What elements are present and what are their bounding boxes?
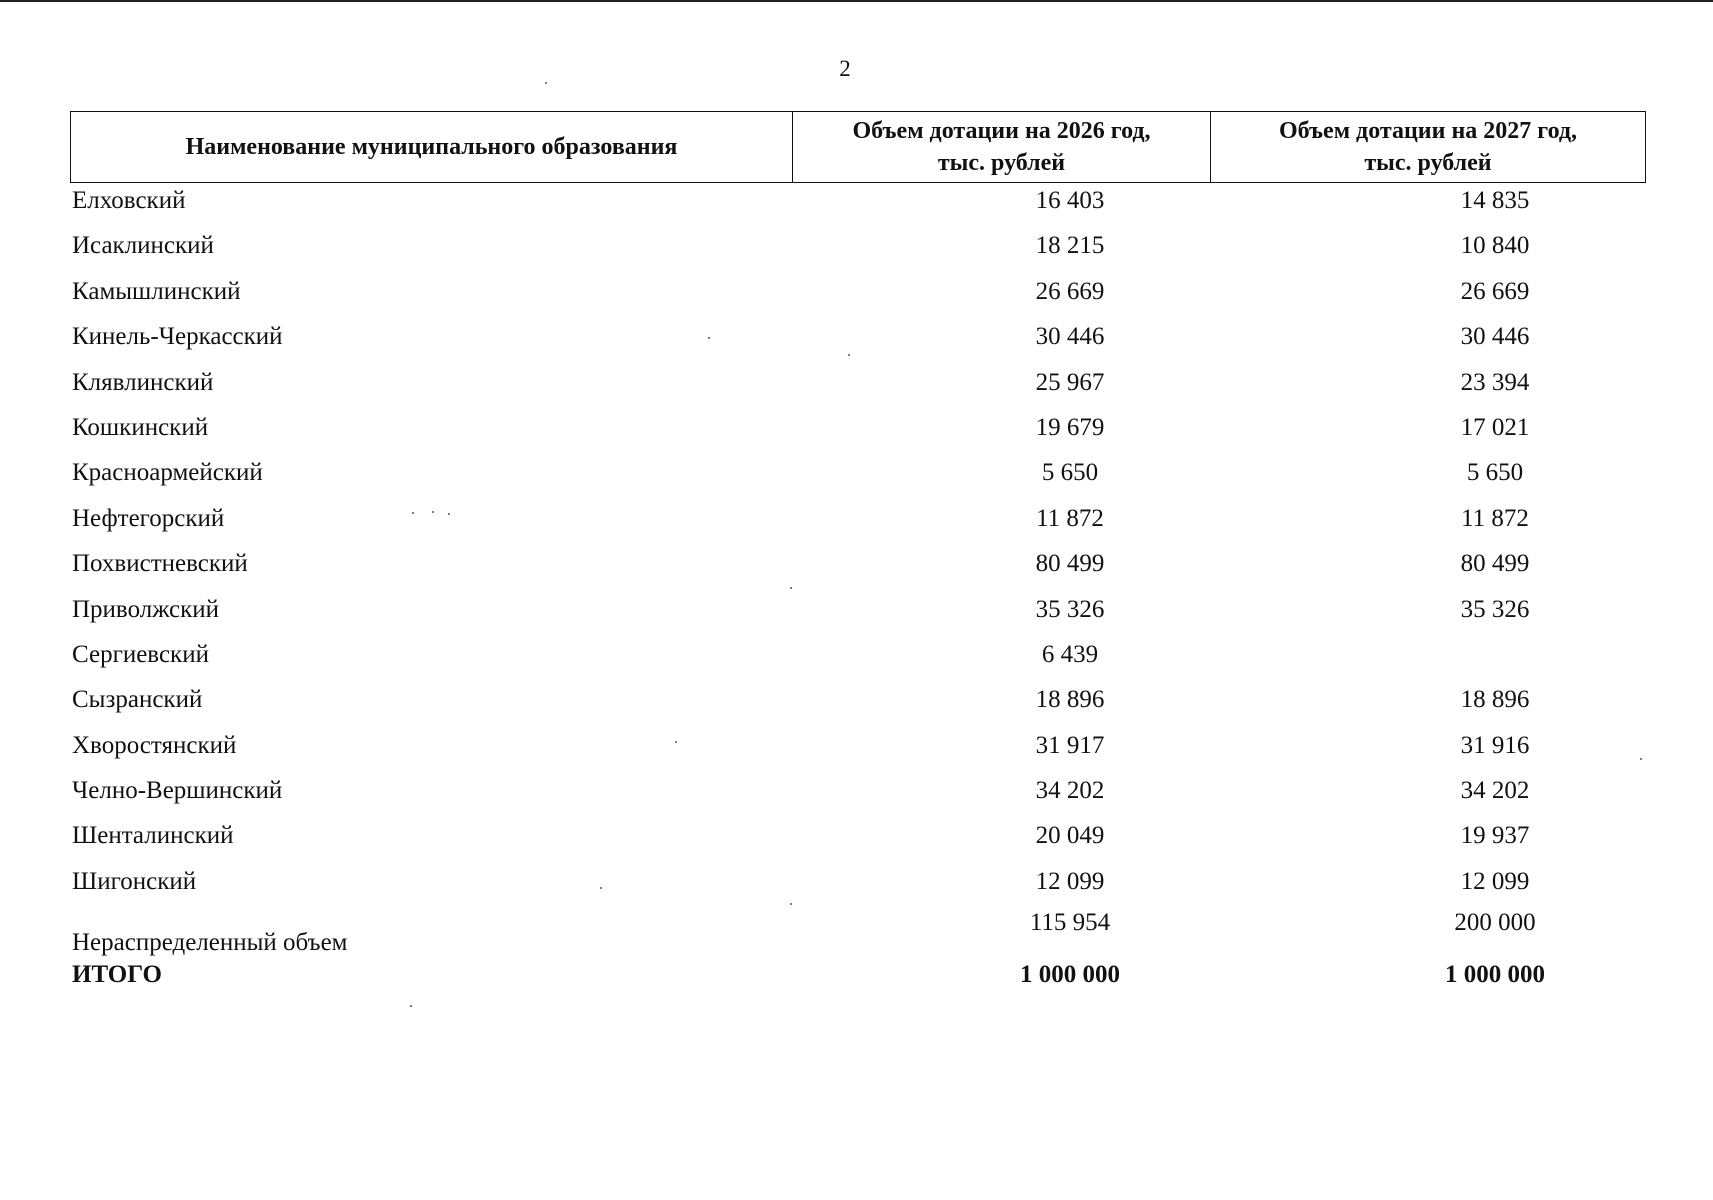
subsidy-2026-value: 19 679 — [1035, 413, 1105, 441]
municipality-name: Клявлинский — [72, 368, 214, 396]
scan-speck — [545, 82, 547, 84]
subsidy-2027-value: 35 326 — [1460, 595, 1530, 623]
table-row — [70, 546, 1645, 591]
table-row — [70, 728, 1645, 773]
municipality-name: Камышлинский — [72, 277, 241, 305]
scan-speck — [600, 887, 602, 889]
subsidy-2027-value: 19 937 — [1460, 822, 1530, 850]
subsidy-2026-value: 11 872 — [1036, 504, 1104, 532]
table-row — [70, 682, 1645, 727]
table-row — [70, 274, 1645, 319]
municipality-name: Похвистневский — [72, 550, 248, 578]
header-2027-line1: Объем дотации на 2027 год, — [1278, 118, 1578, 144]
subsidy-2027-value: 17 021 — [1460, 413, 1530, 441]
subsidy-2026-value: 25 967 — [1035, 368, 1105, 396]
header-2026-line1: Объем дотации на 2026 год, — [852, 118, 1151, 144]
header-2027-line2: тыс. рублей — [1364, 150, 1492, 176]
page-number: 2 — [839, 56, 851, 81]
subsidy-2027-value: 23 394 — [1460, 368, 1530, 396]
municipality-name: Елховский — [72, 187, 186, 214]
table-header — [70, 111, 1646, 183]
scan-speck — [412, 512, 414, 514]
scan-speck — [790, 903, 792, 905]
table-row — [70, 773, 1645, 818]
subsidy-2026-value: 6 439 — [1041, 640, 1099, 668]
header-municipality-name — [71, 112, 793, 183]
scan-speck — [432, 511, 434, 513]
subsidy-2027-value: 18 896 — [1460, 686, 1530, 714]
subsidy-2027-value: 31 916 — [1460, 731, 1530, 759]
municipality-name: Нефтегорский — [72, 504, 225, 532]
subsidy-2027-value: 34 202 — [1460, 777, 1530, 805]
municipality-name: Кошкинский — [72, 413, 209, 441]
total-label: ИТОГО — [72, 961, 162, 989]
subsidy-2026-value: 80 499 — [1035, 550, 1105, 578]
header-subsidy-2026 — [793, 112, 1211, 183]
table-row — [70, 365, 1645, 410]
total-row — [70, 959, 1645, 1004]
subsidy-2026-value: 35 326 — [1035, 595, 1105, 623]
subsidy-2027-value: 26 669 — [1460, 277, 1530, 305]
table-row — [70, 183, 1645, 228]
subsidy-2026-value: 26 669 — [1035, 277, 1105, 305]
subsidy-2027-value: 30 446 — [1460, 323, 1530, 351]
municipality-name: Кинель-Черкасский — [72, 323, 283, 351]
total-2027-value: 1 000 000 — [1445, 961, 1545, 989]
unallocated-row — [70, 909, 1645, 959]
subsidy-2027-value: 80 499 — [1460, 550, 1530, 578]
unallocated-2027-value: 200 000 — [1454, 909, 1536, 937]
table-row — [70, 455, 1645, 500]
subsidy-2026-value: 12 099 — [1035, 867, 1105, 895]
header-2026-line2: тыс. рублей — [937, 150, 1066, 176]
municipality-name: Сергиевский — [72, 640, 209, 668]
subsidy-2026-value: 16 403 — [1035, 187, 1105, 214]
subsidy-2026-value: 34 202 — [1035, 777, 1105, 805]
municipality-name: Шенталинский — [72, 822, 234, 850]
table-body — [70, 183, 1645, 1005]
table-row — [70, 228, 1645, 273]
subsidy-2027-value: 14 835 — [1460, 187, 1530, 214]
municipality-name: Хворостянский — [72, 731, 237, 759]
subsidy-2026-value: 18 896 — [1035, 686, 1105, 714]
scan-speck — [848, 354, 850, 356]
scan-speck — [448, 513, 450, 515]
municipality-name: Шигонский — [72, 867, 197, 895]
subsidy-2027-value: 5 650 — [1466, 459, 1524, 487]
table-row — [70, 501, 1645, 546]
header-municipality-label: Наименование муниципального образования — [185, 134, 678, 160]
municipality-name: Приволжский — [72, 595, 220, 623]
subsidy-2027-value: 10 840 — [1460, 232, 1530, 260]
subsidy-2027-value: 11 872 — [1461, 504, 1529, 532]
subsidy-2026-value: 31 917 — [1035, 731, 1105, 759]
municipality-name: Челно-Вершинский — [72, 777, 283, 805]
table-row — [70, 637, 1645, 682]
municipality-name: Сызранский — [72, 686, 203, 714]
scan-speck — [675, 741, 677, 743]
unallocated-2026-value: 115 954 — [1029, 909, 1111, 937]
subsidy-2026-value: 30 446 — [1035, 323, 1105, 351]
subsidy-2026-value: 5 650 — [1041, 459, 1099, 487]
scan-speck — [1640, 758, 1642, 760]
table-row — [70, 592, 1645, 637]
total-2026-value: 1 000 000 — [1020, 961, 1120, 989]
table-row — [70, 410, 1645, 455]
subsidy-2026-value: 18 215 — [1035, 232, 1105, 260]
subsidy-2027-value: 12 099 — [1460, 867, 1530, 895]
municipality-name: Исаклинский — [72, 232, 214, 260]
scan-speck — [790, 587, 792, 589]
header-subsidy-2027 — [1211, 112, 1646, 183]
table-row — [70, 319, 1645, 364]
table-row — [70, 818, 1645, 863]
subsidy-2026-value: 20 049 — [1035, 822, 1105, 850]
top-border-line — [0, 0, 1713, 2]
scan-speck — [708, 337, 710, 339]
scan-speck — [410, 1005, 412, 1007]
unallocated-label: Нераспределенный объем — [72, 929, 348, 957]
table-row — [70, 864, 1645, 909]
municipality-name: Красноармейский — [72, 459, 263, 487]
